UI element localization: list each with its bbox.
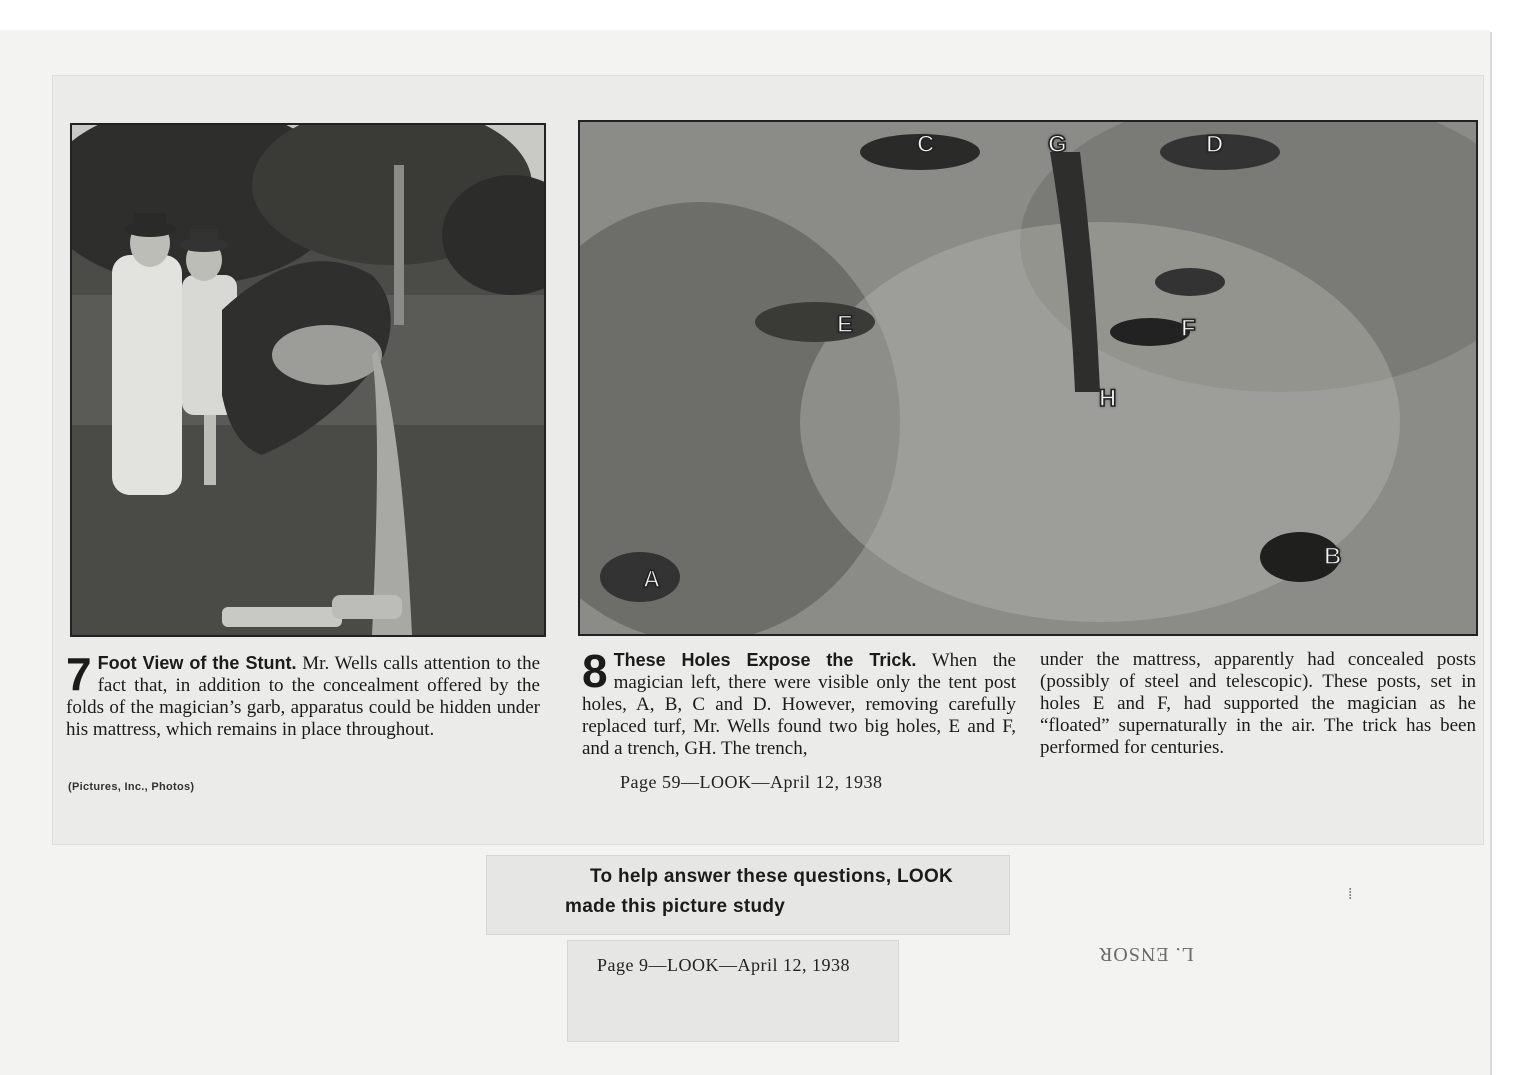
help-line-2: made this picture study xyxy=(565,896,786,917)
caption-holes-col1 xyxy=(582,645,1016,760)
ensor-stamp: L. ENSOR xyxy=(1098,943,1194,965)
caption-foot-view xyxy=(66,648,540,741)
caption-body-7: Mr. Wells calls attention to the fact that, in addition to the concealment offered by the folds of the magician’s garb, apparatus could be hidden under his mattress, which remains in place throughout. xyxy=(66,653,540,740)
ink-mark-icon: ⁞ xyxy=(1348,886,1353,903)
photo-holes-image xyxy=(580,122,1476,634)
hole-label-d: D xyxy=(1206,131,1224,158)
photo-foot-view xyxy=(70,123,546,637)
caption-number-7: 7 xyxy=(66,648,92,700)
caption-heading-8: These Holes Expose the Trick. xyxy=(613,650,917,670)
hole-label-a: A xyxy=(643,566,661,593)
hole-label-h: H xyxy=(1099,385,1117,412)
hole-label-b: B xyxy=(1324,543,1342,570)
hole-label-e: E xyxy=(837,311,854,338)
caption-body-8-col1: When the magician left, there were visible only the tent post holes, A, B, C and D. However, removing carefully replaced turf, Mr. Wells found two big holes, E and F, and a trench, GH. The trench, xyxy=(582,650,1016,759)
hole-label-g: G xyxy=(1048,131,1067,158)
help-line-1: To help answer these questions, LOOK xyxy=(590,866,954,887)
caption-holes-col2 xyxy=(1040,649,1476,759)
photo-foot-view-image xyxy=(72,125,544,635)
page-59-line: Page 59—LOOK—April 12, 1938 xyxy=(620,772,883,792)
hole-label-f: F xyxy=(1181,315,1196,342)
photo-credit: (Pictures, Inc., Photos) xyxy=(68,781,195,793)
page-9-line: Page 9—LOOK—April 12, 1938 xyxy=(597,955,850,975)
caption-heading-7: Foot View of the Stunt. xyxy=(97,653,297,673)
photo-holes xyxy=(578,120,1478,636)
hole-label-c: C xyxy=(917,131,935,158)
caption-body-8-col2: under the mattress, apparently had concealed posts (possibly of steel and telescopic). These posts, set in holes E and F, had supported the magician as he “floated” supernaturally in the air. The trick has been performed for centuries. xyxy=(1040,649,1476,758)
caption-number-8: 8 xyxy=(582,645,608,697)
